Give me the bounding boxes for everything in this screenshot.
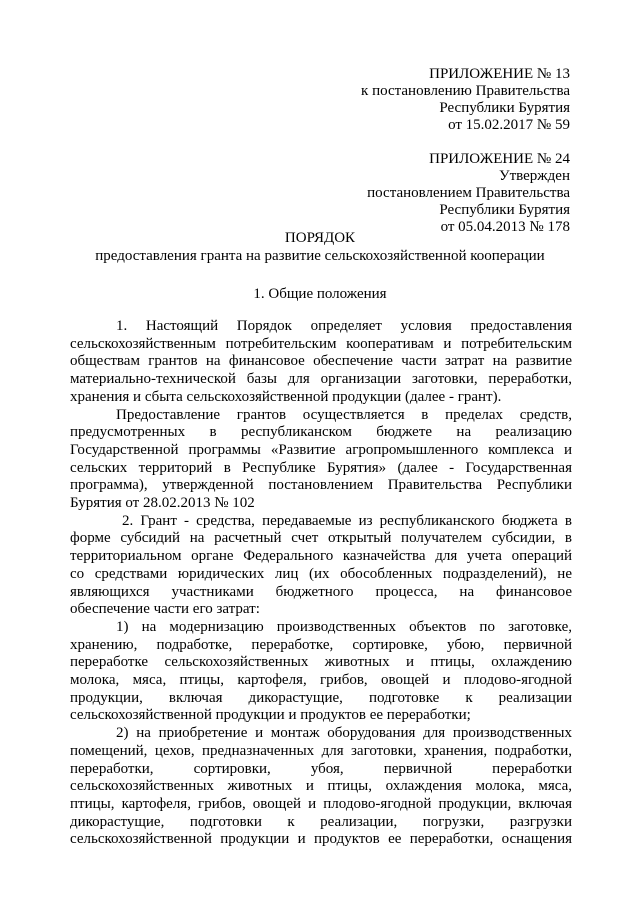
header-line: от 15.02.2017 № 59 (448, 117, 570, 133)
section-heading: 1. Общие положения (253, 286, 387, 302)
text-line: дикорастущие, подготовки к реализации, погрузки, разгрузки (70, 813, 572, 830)
header-line: ПРИЛОЖЕНИЕ № 24 (429, 151, 570, 167)
text-line: Предоставление грантов осуществляется в пределах средств, (116, 406, 572, 423)
text-line: хранению, подработке, переработке, сортировке, убою, первичной (70, 636, 572, 653)
text-line: со средствами юридических лиц (их обособленных подразделений), не (70, 565, 572, 582)
text-line: переработки, сортировки, убоя, первичной переработки (70, 760, 572, 777)
document-body (70, 318, 572, 849)
text-line: являющихся участниками бюджетного процесса, на финансовое (70, 583, 572, 600)
text-line: продукции, включая дикорастущие, подготовке к реализации (70, 689, 572, 706)
text-line: обществам грантов на финансовое обеспечение части затрат на развитие (70, 353, 572, 370)
text-line: 1. Настоящий Порядок определяет условия предоставления (116, 318, 572, 334)
text-line: сельскохозяйственной продукции и продуктов ее переработки, оснащения (70, 831, 572, 848)
text-line: программа), утвержденной постановлением Правительства Республики (70, 477, 572, 494)
text-line: Бурятия от 28.02.2013 № 102 (70, 495, 255, 512)
document-title: ПОРЯДОК (284, 230, 356, 246)
paragraph-2 (70, 407, 572, 513)
text-line: сельскохозяйственной продукции и продуктов ее переработки; (70, 707, 471, 724)
paragraph-5 (70, 725, 572, 849)
header-line: Республики Бурятия (439, 202, 570, 218)
header-line: к постановлению Правительства (361, 83, 570, 99)
text-line: обеспечение части его затрат: (70, 601, 260, 618)
text-line: материально-технической базы для организации заготовки, переработки, (70, 371, 572, 388)
text-line: молока, мяса, птицы, картофеля, грибов, овощей и плодово-ягодной (70, 672, 572, 689)
header-line: ПРИЛОЖЕНИЕ № 13 (429, 66, 570, 82)
document-subtitle: предоставления гранта на развитие сельскохозяйственной кооперации (95, 248, 545, 264)
header-appendix-13 (361, 66, 570, 134)
text-line: предусмотренных в республиканском бюджете на реализацию (70, 424, 572, 441)
text-line: помещений, цехов, предназначенных для заготовки, хранения, подработки, (70, 742, 572, 759)
header-appendix-24 (367, 151, 570, 236)
paragraph-1 (70, 318, 572, 407)
text-line: переработке сельскохозяйственных животных и птицы, охлаждению (70, 654, 572, 671)
header-line: постановлением Правительства (367, 185, 570, 201)
text-line: Государственной программы «Развитие агропромышленного комплекса и (70, 441, 572, 458)
text-line: 2) на приобретение и монтаж оборудования для производственных (116, 725, 572, 742)
header-line: Утвержден (498, 168, 570, 184)
text-line: 1) на модернизацию производственных объектов по заготовке, (116, 618, 572, 635)
paragraph-3 (70, 513, 572, 619)
header-line: Республики Бурятия (439, 100, 570, 116)
text-line: 2. Грант - средства, передаваемые из республиканского бюджета в (122, 512, 572, 529)
text-line: сельскохозяйственным потребительским кооперативам и потребительским (70, 335, 572, 352)
text-line: хранения и сбыта сельскохозяйственной продукции (далее - грант). (70, 388, 502, 405)
paragraph-4 (70, 619, 572, 725)
text-line: сельскохозяйственных животных и птицы, охлаждения молока, мяса, (70, 778, 572, 795)
text-line: сельских территорий в Республике Бурятия» (далее - Государственная (70, 459, 572, 476)
text-line: территориальном органе Федерального казначейства для учета операций (70, 548, 572, 565)
header-line: от 05.04.2013 № 178 (440, 219, 570, 235)
text-line: птицы, картофеля, грибов, овощей и плодово-ягодной продукции, включая (70, 795, 572, 812)
text-line: форме субсидий на расчетный счет открытый получателем субсидии, в (70, 530, 572, 547)
